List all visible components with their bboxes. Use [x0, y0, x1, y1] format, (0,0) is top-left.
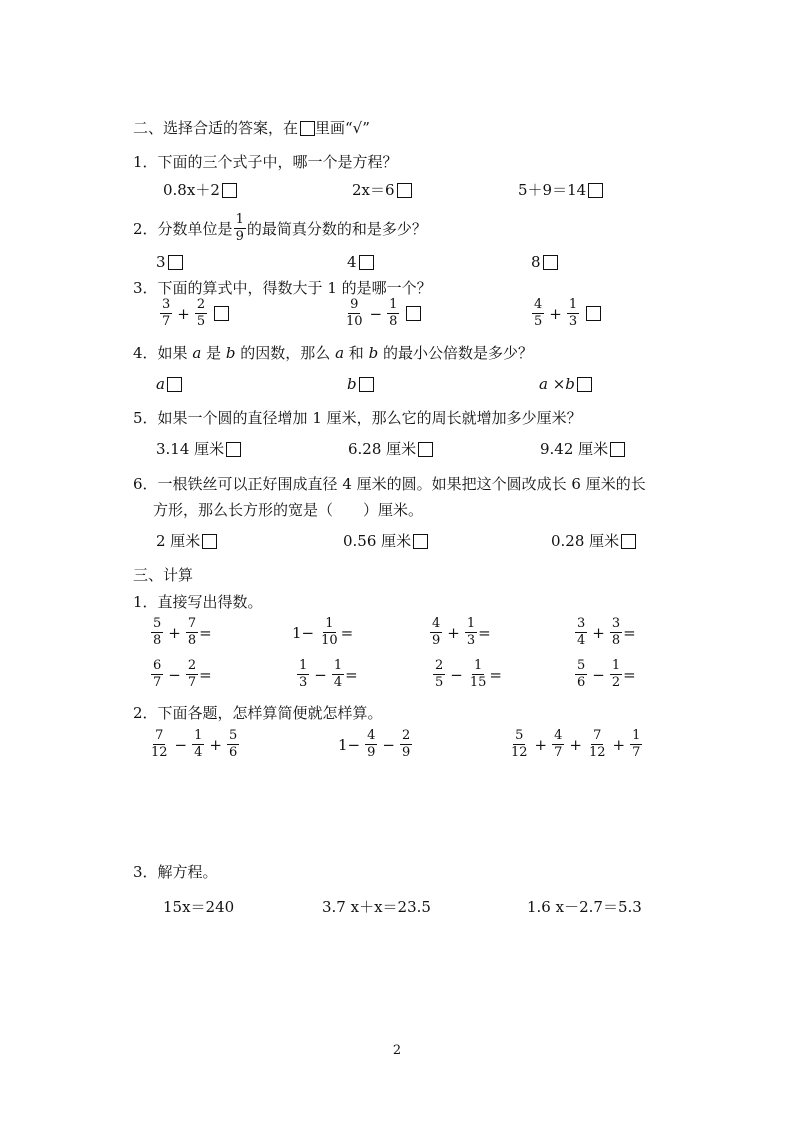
operator: −: [592, 665, 605, 684]
option-6b: [343, 531, 428, 551]
numerator: 3: [162, 297, 171, 312]
calc-1-4: [574, 617, 636, 648]
denominator: 8: [153, 633, 162, 648]
option-3c: [531, 298, 601, 329]
section3-q3-label: [133, 862, 218, 882]
numerator: 1: [466, 616, 476, 631]
numerator: 1: [325, 616, 334, 631]
fraction: [552, 729, 564, 760]
question-text: 一根铁丝可以正好围成直径 4 厘米的圆。如果把这个圆改成长 6 厘米的长: [157, 475, 646, 493]
numerator: 9: [350, 297, 359, 312]
denominator: 12: [151, 745, 168, 760]
fraction: [430, 617, 442, 648]
operator: −: [168, 665, 181, 684]
denominator: 4: [577, 633, 586, 648]
fraction: [433, 659, 445, 690]
option-label: 4: [347, 253, 357, 271]
numerator: 1: [299, 658, 308, 673]
denominator: 4: [194, 745, 203, 760]
operator: −: [174, 735, 188, 754]
answer-box[interactable]: [359, 255, 374, 270]
question-number: 6．: [133, 475, 158, 493]
numerator: 3: [577, 616, 586, 631]
numerator: 1: [473, 658, 483, 673]
operator: −: [314, 665, 327, 684]
fraction: [160, 298, 172, 329]
fraction: [151, 617, 163, 648]
operator: +: [549, 304, 562, 323]
numerator: 2: [401, 728, 411, 743]
numerator: 5: [577, 658, 586, 673]
denominator: 7: [162, 314, 171, 329]
denominator: 3: [568, 314, 578, 329]
fraction: [509, 729, 530, 760]
question-text: 下面的三个式子中，哪一个是方程？: [157, 153, 398, 171]
operator: +: [534, 735, 548, 754]
answer-box[interactable]: [543, 255, 558, 270]
answer-box[interactable]: [588, 183, 603, 198]
calc-2-3: [432, 659, 502, 690]
option-label: a: [156, 375, 165, 393]
operator: −: [369, 304, 383, 323]
option-label: 9.42 厘米: [540, 440, 609, 458]
whole-number: 1−: [338, 735, 361, 754]
answer-box[interactable]: [226, 442, 241, 457]
option-label: 2 厘米: [156, 532, 201, 550]
option-6a: [156, 531, 217, 551]
numerator: 7: [187, 616, 197, 631]
operator: +: [612, 735, 626, 754]
fraction: [468, 659, 489, 690]
calc-1-2: [292, 617, 353, 648]
variable: b: [368, 344, 379, 362]
denominator: 5: [196, 314, 206, 329]
calc-1-1: [150, 617, 212, 648]
option-label: 8: [531, 253, 541, 271]
question-text: 下面的算式中，得数大于 1 的是哪一个？: [157, 279, 432, 297]
question-2: [133, 211, 427, 244]
equals: =: [340, 623, 354, 642]
equation-text: 3.7 x＋x＝23.5: [322, 898, 431, 916]
option-5a: [156, 439, 241, 459]
question-text: 2．下面各题，怎样算简便就怎样算。: [133, 704, 383, 722]
fraction: [186, 659, 198, 690]
numerator: 1: [333, 658, 343, 673]
option-4c: [539, 374, 592, 394]
question-text: 是: [206, 344, 222, 362]
question-6-line2: [153, 500, 423, 520]
operator: +: [168, 623, 181, 642]
denominator: 9: [401, 745, 411, 760]
denominator: 2: [611, 675, 621, 690]
denominator: 7: [187, 675, 197, 690]
fraction: [587, 729, 608, 760]
answer-box[interactable]: [397, 183, 412, 198]
fraction: [332, 659, 344, 690]
equals: =: [489, 665, 502, 684]
denominator: 7: [632, 745, 641, 760]
option-5b: [348, 439, 433, 459]
answer-box[interactable]: [621, 534, 636, 549]
equation-text: 15x＝240: [163, 898, 235, 916]
option-label: b: [347, 375, 357, 393]
option-label: 2x＝6: [352, 181, 395, 199]
option-label: a ×b: [539, 375, 575, 393]
numerator: 4: [554, 728, 563, 743]
answer-box[interactable]: [167, 377, 182, 392]
section2-title: [133, 118, 370, 138]
fraction: [532, 298, 544, 329]
section3-title: [133, 565, 193, 585]
fraction: [192, 729, 204, 760]
operator: +: [177, 304, 190, 323]
option-label: 5＋9＝14: [518, 181, 587, 199]
question-text: 和: [348, 344, 364, 362]
fraction: [344, 298, 365, 329]
denominator: 10: [321, 633, 338, 648]
question-text: 如果: [157, 344, 188, 362]
numerator: 7: [593, 728, 602, 743]
option-2b: [347, 252, 374, 272]
question-text: 的因数，那么: [240, 344, 331, 362]
equation-3: [527, 897, 642, 917]
question-number: 5．: [133, 409, 158, 427]
simplify-2: [338, 729, 413, 760]
equation-2: [322, 897, 431, 917]
numerator: 1: [632, 728, 641, 743]
denominator: 6: [228, 745, 238, 760]
operator: +: [592, 623, 605, 642]
option-1a: [163, 180, 237, 200]
equals: =: [478, 623, 491, 642]
option-label: 6.28 厘米: [348, 440, 417, 458]
option-1b: [352, 180, 412, 200]
operator: −: [382, 735, 395, 754]
variable: a: [192, 344, 202, 362]
equals: =: [623, 623, 636, 642]
denominator: 8: [611, 633, 621, 648]
answer-box[interactable]: [610, 442, 625, 457]
question-3: [133, 278, 432, 298]
numerator: 4: [534, 297, 543, 312]
answer-box[interactable]: [577, 377, 592, 392]
option-label: 0.28 厘米: [551, 532, 620, 550]
calc-2-2: [296, 659, 358, 690]
question-5: [133, 408, 582, 428]
fraction: [297, 659, 309, 690]
option-2c: [531, 252, 558, 272]
denominator: 15: [469, 675, 487, 690]
denominator: 8: [389, 314, 398, 329]
numerator: 5: [228, 728, 238, 743]
variable: b: [225, 344, 236, 362]
denominator: 3: [299, 675, 308, 690]
denominator: 12: [511, 745, 528, 760]
denominator: 5: [435, 675, 444, 690]
fraction: [610, 659, 622, 690]
section-title: 三、计算: [133, 566, 194, 584]
question-text: 方形，那么长方形的宽是（ ）厘米。: [153, 501, 424, 519]
denominator: 9: [432, 633, 441, 648]
section3-q2-label: [133, 703, 383, 723]
option-label: 3.14 厘米: [156, 440, 225, 458]
fraction: [575, 617, 587, 648]
answer-box[interactable]: [586, 306, 601, 321]
fraction: [195, 298, 207, 329]
option-4b: [347, 374, 374, 394]
calc-2-4: [574, 659, 636, 690]
equals: =: [345, 665, 358, 684]
fraction: [575, 659, 587, 690]
denominator: 10: [346, 314, 363, 329]
option-6c: [551, 531, 636, 551]
variable: a: [335, 344, 345, 362]
fraction: [610, 617, 622, 648]
question-number: 1．: [133, 153, 158, 171]
fraction: [567, 298, 579, 329]
denominator: 5: [534, 314, 543, 329]
section2-title-post: 里画“√”: [315, 119, 370, 137]
question-text: 的最简真分数的和是多少？: [246, 219, 427, 238]
numerator: 1: [235, 211, 244, 227]
denominator: 7: [153, 675, 162, 690]
question-number: 3．: [133, 279, 158, 297]
option-3a: [159, 298, 229, 329]
denominator: 9: [367, 745, 376, 760]
operator: +: [209, 735, 222, 754]
calc-1-3: [429, 617, 491, 648]
denominator: 7: [554, 745, 563, 760]
operator: +: [447, 623, 460, 642]
fraction: [149, 729, 170, 760]
question-text: 3．解方程。: [133, 863, 218, 881]
fraction: [365, 729, 377, 760]
fraction: [234, 213, 246, 244]
question-number: 2．: [133, 219, 158, 238]
denominator: 6: [577, 675, 586, 690]
option-label: 0.56 厘米: [343, 532, 412, 550]
denominator: 3: [466, 633, 476, 648]
fraction: [186, 617, 198, 648]
answer-box[interactable]: [413, 534, 428, 549]
checkbox-icon: [300, 121, 315, 136]
numerator: 4: [432, 616, 441, 631]
question-text: 1．直接写出得数。: [133, 593, 263, 611]
answer-box[interactable]: [418, 442, 433, 457]
equation-text: 1.6 x－2.7＝5.3: [527, 898, 642, 916]
simplify-3: [508, 729, 643, 760]
denominator: 4: [333, 675, 343, 690]
option-4a: [156, 374, 182, 394]
answer-box[interactable]: [359, 377, 374, 392]
numerator: 5: [153, 616, 162, 631]
equation-1: [163, 897, 234, 917]
option-2a: [156, 252, 183, 272]
fraction: [465, 617, 477, 648]
numerator: 6: [153, 658, 162, 673]
whole-number: 1−: [292, 623, 315, 642]
question-text: 分数单位是: [157, 219, 233, 238]
numerator: 1: [568, 297, 578, 312]
answer-box[interactable]: [202, 534, 217, 549]
answer-box[interactable]: [406, 306, 421, 321]
fraction: [319, 617, 340, 648]
numerator: 2: [435, 658, 444, 673]
numerator: 5: [515, 728, 524, 743]
option-label: 0.8x＋2: [163, 181, 220, 199]
fraction: [151, 659, 163, 690]
denominator: 8: [187, 633, 197, 648]
equals: =: [199, 623, 212, 642]
question-4: [133, 343, 533, 363]
numerator: 2: [187, 658, 197, 673]
question-6: [133, 474, 646, 494]
question-number: 4．: [133, 344, 158, 362]
equals: =: [199, 665, 212, 684]
option-5c: [540, 439, 625, 459]
numerator: 1: [611, 658, 621, 673]
answer-box[interactable]: [222, 183, 237, 198]
fraction: [630, 729, 642, 760]
question-text: 如果一个圆的直径增加 1 厘米，那么它的周长就增加多少厘米？: [157, 409, 582, 427]
question-text: 的最小公倍数是多少？: [382, 344, 533, 362]
option-label: 3: [156, 253, 166, 271]
simplify-1: [148, 729, 240, 760]
numerator: 7: [155, 728, 164, 743]
page-number: 2: [392, 1043, 402, 1058]
equals: =: [623, 665, 636, 684]
denominator: 9: [235, 228, 244, 244]
question-1: [133, 152, 398, 172]
answer-box[interactable]: [214, 306, 229, 321]
fraction: [387, 298, 399, 329]
numerator: 3: [611, 616, 621, 631]
operator: +: [569, 735, 582, 754]
numerator: 1: [389, 297, 398, 312]
denominator: 12: [588, 745, 606, 760]
section2-title-pre: 二、选择合适的答案，在: [133, 119, 299, 137]
option-3b: [343, 298, 421, 329]
fraction: [400, 729, 412, 760]
numerator: 1: [194, 728, 203, 743]
calc-2-1: [150, 659, 212, 690]
operator: −: [450, 665, 463, 684]
numerator: 4: [367, 728, 376, 743]
answer-box[interactable]: [168, 255, 183, 270]
fraction: [227, 729, 239, 760]
numerator: 2: [196, 297, 206, 312]
section3-q1-label: [133, 592, 263, 612]
option-1c: [518, 180, 603, 200]
